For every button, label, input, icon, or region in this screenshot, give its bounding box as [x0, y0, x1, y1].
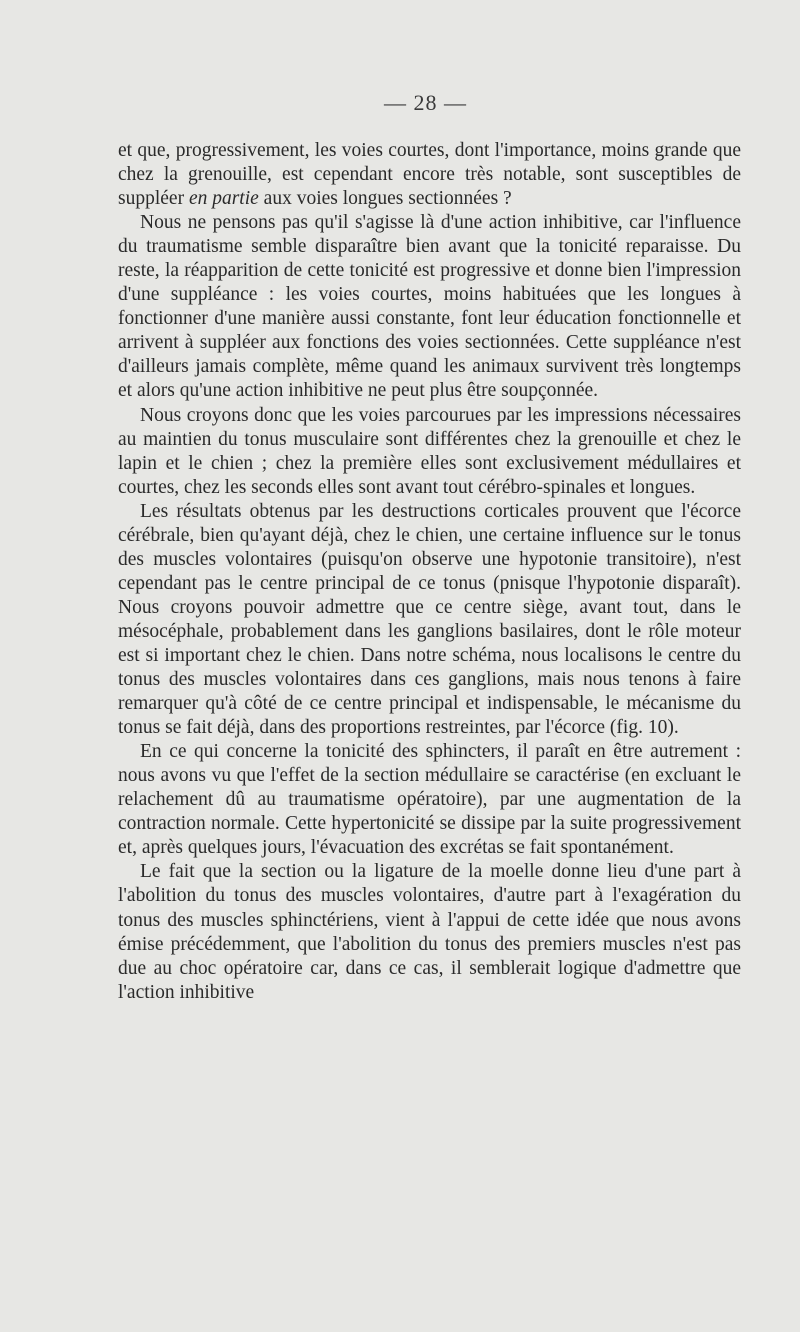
paragraph-text: aux voies longues sectionnées ? — [258, 188, 512, 210]
paragraph: Le fait que la section ou la ligature de la moelle donne lieu d'une part à l'abolition du tonus des muscles volontaires, d'autre part à l'exagération du tonus des muscles sphinctériens, vient à l'appui de cette idée que nous avons émise précédemment, que l'abolition du tonus des premiers muscles n'est pas due au choc opératoire car, dans ce cas, il semblerait logique d'admettre que l'action inhibitive — [118, 861, 741, 1003]
paragraph: Nous ne pensons pas qu'il s'agisse là d'une action inhibitive, car l'influence du traumatisme semble disparaître bien avant que la tonicité reparaisse. Du reste, la réapparition de cette tonicité est progressive et donne bien l'impression d'une suppléance : les voies courtes, moins habituées que les longues à fonctionner d'une manière aussi constante, font leur éducation fonctionnelle et arrivent à suppléer aux fonctions des voies sectionnées. Cette suppléance n'est d'ailleurs jamais complète, même quand les animaux survivent très longtemps et alors qu'une action inhibitive ne peut plus être soupçonnée. — [118, 212, 741, 402]
paragraph: Les résultats obtenus par les destructions corticales prouvent que l'écorce cérébrale, bien qu'ayant déjà, chez le chien, une certaine influence sur le tonus des muscles volontaires (puisqu'on observe une hypotonie transitoire), n'est cependant pas le centre principal de ce tonus (pnisque l'hypotonie disparaît). Nous croyons pouvoir admettre que ce centre siège, avant tout, dans le mésocéphale, probablement dans les ganglions basilaires, dont le rôle moteur est si important chez le chien. Dans notre schéma, nous localisons le centre du tonus des muscles volontaires dans ces ganglions, mais nous tenons à faire remarquer qu'à côté de ce centre principal et indispensable, le mécanisme du tonus se fait déjà, dans des proportions restreintes, par l'écorce (fig. 10). — [118, 500, 741, 739]
paragraph: Nous croyons donc que les voies parcourues par les impressions nécessaires au maintien du tonus musculaire sont différentes chez la grenouille et chez le lapin et le chien ; chez la première elles sont exclusivement médullaires et courtes, chez les seconds elles sont avant tout cérébro-spinales et longues. — [118, 404, 741, 498]
paragraph-continuation — [118, 139, 741, 211]
body-text — [118, 139, 741, 1005]
paragraph: En ce qui concerne la tonicité des sphincters, il paraît en être autrement : nous avons vu que l'effet de la section médullaire se caractérise (en excluant le relachement dû au traumatisme opératoire), par une augmentation de la contraction normale. Cette hypertonicité se dissipe par la suite progressivement et, après quelques jours, l'évacuation des excrétas se fait spontanément. — [118, 741, 741, 859]
page-number: — 28 — — [384, 90, 467, 115]
paragraph-text: et que, progressivement, les voies courtes, dont l'importance, moins grande que chez la grenouille, est cependant encore très notable, sont susceptibles de suppléer — [118, 140, 741, 210]
italic-phrase: en partie — [188, 188, 259, 210]
